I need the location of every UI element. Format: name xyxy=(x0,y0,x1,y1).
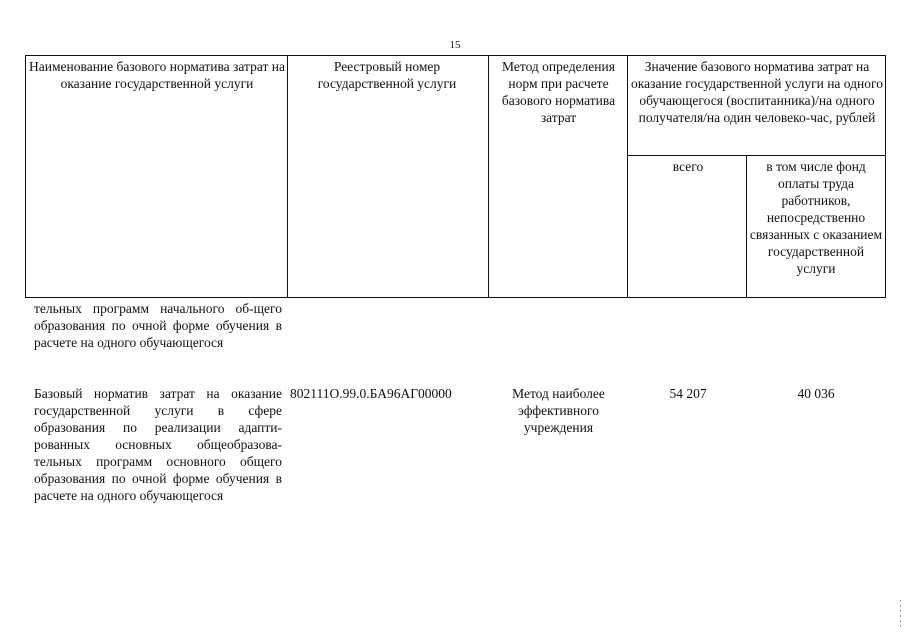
header-fund: в том числе фонд оплаты труда работников, непосредственно связанных с оказанием государственной услуги xyxy=(749,159,883,276)
table-divider-3 xyxy=(627,55,628,298)
table-divider-4 xyxy=(746,155,747,298)
table-divider-2 xyxy=(488,55,489,298)
page-number: 15 xyxy=(449,39,461,51)
row-fund: 40 036 xyxy=(797,386,835,401)
row-total: 54 207 xyxy=(669,386,707,401)
row-method: Метод наиболее эффективного учреждения xyxy=(512,386,605,435)
table-border-right xyxy=(885,55,886,298)
header-registry-number: Реестровый номер государственной услуги xyxy=(317,59,457,91)
header-value: Значение базового норматива затрат на оказание государственной услуги на одного обучающегося (воспитанника)/на одного получателя/на один человеко-час, рублей xyxy=(631,59,883,125)
table-border-bottom xyxy=(25,297,886,298)
scan-edge-marks xyxy=(900,600,901,630)
row-name: Базовый норматив затрат на оказание государственной услуги в сфере образования по реализации адапти-рованных основных общеобразова-тельных программ основного общего образования по очной форме обучения в расчете на одного обучающегося xyxy=(34,386,282,503)
table-border-left xyxy=(25,55,26,298)
header-total: всего xyxy=(672,159,704,174)
header-method: Метод определения норм при расчете базового норматива затрат xyxy=(501,59,616,125)
table-border-mid xyxy=(627,155,886,156)
table-divider-1 xyxy=(287,55,288,298)
table-border-top xyxy=(25,55,886,56)
header-name: Наименование базового норматива затрат на оказание государственной услуги xyxy=(29,59,285,91)
row-name-continued: тельных программ начального об-щего образования по очной форме обучения в расчете на одного обучающегося xyxy=(34,301,282,350)
row-registry-number: 802111О.99.0.БА96АГ00000 xyxy=(290,386,452,401)
